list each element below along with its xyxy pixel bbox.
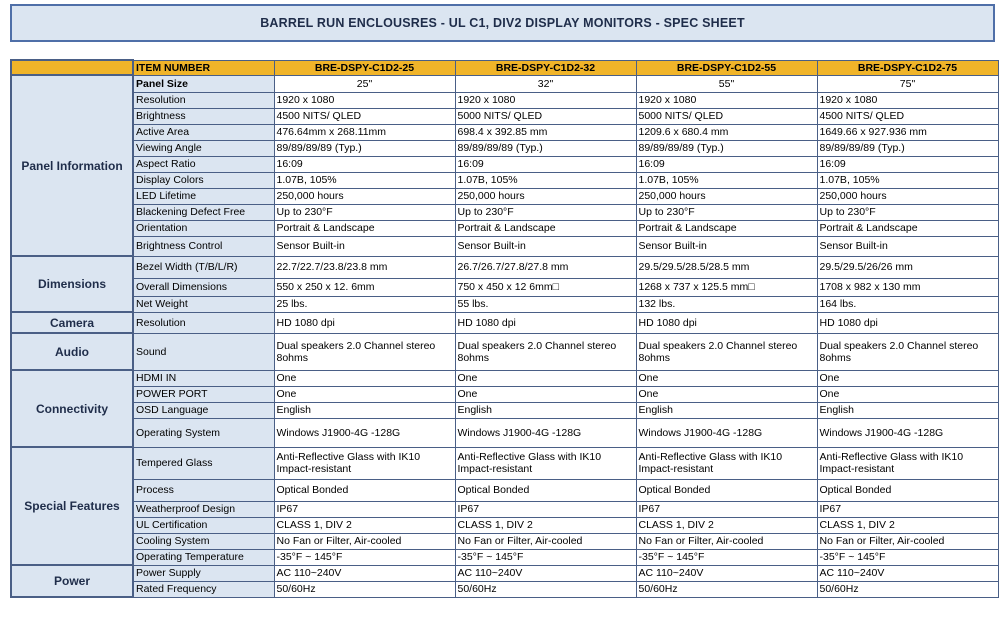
spec-table [10,59,999,598]
cell-value: 476.64mm x 268.11mm [274,124,455,140]
cell-value: CLASS 1, DIV 2 [636,517,817,533]
cell-value: 1209.6 x 680.4 mm [636,124,817,140]
spec-row [11,220,998,236]
cell-value: -35°F ~ 145°F [274,549,455,565]
cell-value: Anti-Reflective Glass with IK10 Impact-resistant [455,447,636,479]
cell-value: -35°F ~ 145°F [636,549,817,565]
spec-row [11,581,998,597]
cell-value: No Fan or Filter, Air-cooled [817,533,998,549]
cell-value: CLASS 1, DIV 2 [817,517,998,533]
cell-value: One [455,370,636,386]
spec-row [11,296,998,312]
cell-value: AC 110~240V [274,565,455,581]
cell-value: 25" [274,75,455,92]
cell-value: Portrait & Landscape [636,220,817,236]
row-label: OSD Language [133,402,274,418]
spec-row [11,204,998,220]
section-special-features: Special Features [11,447,133,565]
cell-value: Anti-Reflective Glass with IK10 Impact-resistant [817,447,998,479]
cell-value: 4500 NITS/ QLED [274,108,455,124]
cell-value: 4500 NITS/ QLED [817,108,998,124]
cell-value: HD 1080 dpi [455,312,636,333]
row-label: Tempered Glass [133,447,274,479]
row-label: Power Supply [133,565,274,581]
section-dimensions: Dimensions [11,256,133,312]
spec-row [11,140,998,156]
cell-value: 29.5/29.5/28.5/28.5 mm [636,256,817,278]
row-label: Panel Size [133,75,274,92]
cell-value: IP67 [455,501,636,517]
row-label: Sound [133,333,274,370]
cell-value: 164 lbs. [817,296,998,312]
row-label: LED Lifetime [133,188,274,204]
cell-value: Sensor Built-in [455,236,636,256]
cell-value: One [636,386,817,402]
cell-value: 698.4 x 392.85 mm [455,124,636,140]
cell-value: 1920 x 1080 [455,92,636,108]
cell-value: IP67 [817,501,998,517]
spec-row [11,479,998,501]
spec-row [11,256,998,278]
page-title: BARREL RUN ENCLOUSRES - UL C1, DIV2 DISPLAY MONITORS - SPEC SHEET [10,4,995,42]
cell-value: One [274,386,455,402]
cell-value: One [636,370,817,386]
cell-value: -35°F ~ 145°F [455,549,636,565]
cell-value: AC 110~240V [455,565,636,581]
row-label: Display Colors [133,172,274,188]
cell-value: English [817,402,998,418]
spec-row [11,312,998,333]
cell-value: One [274,370,455,386]
spec-row [11,278,998,296]
row-label: Process [133,479,274,501]
spec-row [11,75,998,92]
row-label: Cooling System [133,533,274,549]
row-label: Overall Dimensions [133,278,274,296]
cell-value: 50/60Hz [455,581,636,597]
cell-value: Windows J1900-4G -128G [817,418,998,447]
spec-row [11,533,998,549]
cell-value: One [455,386,636,402]
cell-value: 5000 NITS/ QLED [636,108,817,124]
cell-value: Windows J1900-4G -128G [455,418,636,447]
row-label: Operating System [133,418,274,447]
cell-value: 50/60Hz [636,581,817,597]
cell-value: CLASS 1, DIV 2 [455,517,636,533]
row-label: Resolution [133,312,274,333]
cell-value: 55" [636,75,817,92]
spec-row [11,501,998,517]
cell-value: One [817,370,998,386]
cell-value: Dual speakers 2.0 Channel stereo 8ohms [817,333,998,370]
cell-value: HD 1080 dpi [274,312,455,333]
cell-value: Optical Bonded [636,479,817,501]
cell-value: Optical Bonded [817,479,998,501]
spec-row [11,172,998,188]
spec-row [11,517,998,533]
cell-value: Dual speakers 2.0 Channel stereo 8ohms [455,333,636,370]
cell-value: CLASS 1, DIV 2 [274,517,455,533]
cell-value: 16:09 [455,156,636,172]
cell-value: 250,000 hours [817,188,998,204]
spec-row [11,565,998,581]
spec-row [11,549,998,565]
cell-value: HD 1080 dpi [817,312,998,333]
cell-value: One [817,386,998,402]
cell-value: 75" [817,75,998,92]
cell-value: 1.07B, 105% [274,172,455,188]
spec-row [11,108,998,124]
cell-value: HD 1080 dpi [636,312,817,333]
cell-value: AC 110~240V [817,565,998,581]
row-label: Rated Frequency [133,581,274,597]
row-label: Operating Temperature [133,549,274,565]
cell-value: 89/89/89/89 (Typ.) [274,140,455,156]
header-blank-cell [11,60,133,75]
cell-value: Windows J1900-4G -128G [636,418,817,447]
cell-value: 132 lbs. [636,296,817,312]
cell-value: Up to 230°F [817,204,998,220]
cell-value: 89/89/89/89 (Typ.) [817,140,998,156]
spec-row [11,236,998,256]
cell-value: Optical Bonded [455,479,636,501]
cell-value: 1920 x 1080 [636,92,817,108]
cell-value: 1920 x 1080 [274,92,455,108]
cell-value: 89/89/89/89 (Typ.) [636,140,817,156]
spec-row [11,402,998,418]
cell-value: 32" [455,75,636,92]
cell-value: Optical Bonded [274,479,455,501]
cell-value: 250,000 hours [636,188,817,204]
cell-value: 550 x 250 x 12. 6mm [274,278,455,296]
row-label: HDMI IN [133,370,274,386]
row-label: Orientation [133,220,274,236]
spec-row [11,156,998,172]
cell-value: 16:09 [817,156,998,172]
header-row [11,60,998,75]
cell-value: English [636,402,817,418]
spec-row [11,188,998,204]
cell-value: 1920 x 1080 [817,92,998,108]
row-label: Net Weight [133,296,274,312]
cell-value: No Fan or Filter, Air-cooled [636,533,817,549]
cell-value: 25 lbs. [274,296,455,312]
model-number: BRE-DSPY-C1D2-75 [817,60,998,75]
section-panel-information: Panel Information [11,75,133,256]
cell-value: 1.07B, 105% [455,172,636,188]
model-number: BRE-DSPY-C1D2-55 [636,60,817,75]
row-label: UL Certification [133,517,274,533]
cell-value: English [455,402,636,418]
row-label: Active Area [133,124,274,140]
row-label: Brightness Control [133,236,274,256]
cell-value: 1268 x 737 x 125.5 mm□ [636,278,817,296]
section-power: Power [11,565,133,597]
row-label: POWER PORT [133,386,274,402]
row-label: Weatherproof Design [133,501,274,517]
cell-value: Anti-Reflective Glass with IK10 Impact-resistant [274,447,455,479]
cell-value: 22.7/22.7/23.8/23.8 mm [274,256,455,278]
section-camera: Camera [11,312,133,333]
cell-value: 16:09 [636,156,817,172]
spec-row [11,447,998,479]
row-label: Bezel Width (T/B/L/R) [133,256,274,278]
spec-row [11,370,998,386]
cell-value: -35°F ~ 145°F [817,549,998,565]
cell-value: 1708 x 982 x 130 mm [817,278,998,296]
cell-value: English [274,402,455,418]
cell-value: 1.07B, 105% [817,172,998,188]
cell-value: 50/60Hz [817,581,998,597]
row-label: Blackening Defect Free [133,204,274,220]
cell-value: IP67 [274,501,455,517]
row-label: Viewing Angle [133,140,274,156]
cell-value: 50/60Hz [274,581,455,597]
model-number: BRE-DSPY-C1D2-32 [455,60,636,75]
cell-value: 250,000 hours [455,188,636,204]
cell-value: 16:09 [274,156,455,172]
cell-value: Dual speakers 2.0 Channel stereo 8ohms [274,333,455,370]
cell-value: 1649.66 x 927.936 mm [817,124,998,140]
row-label: Resolution [133,92,274,108]
cell-value: 55 lbs. [455,296,636,312]
item-number-label: ITEM NUMBER [133,60,274,75]
row-label: Brightness [133,108,274,124]
cell-value: Portrait & Landscape [455,220,636,236]
cell-value: Up to 230°F [455,204,636,220]
cell-value: 29.5/29.5/26/26 mm [817,256,998,278]
cell-value: Windows J1900-4G -128G [274,418,455,447]
cell-value: Sensor Built-in [636,236,817,256]
cell-value: Sensor Built-in [817,236,998,256]
cell-value: Portrait & Landscape [817,220,998,236]
cell-value: 1.07B, 105% [636,172,817,188]
model-number: BRE-DSPY-C1D2-25 [274,60,455,75]
cell-value: AC 110~240V [636,565,817,581]
cell-value: Up to 230°F [636,204,817,220]
cell-value: No Fan or Filter, Air-cooled [274,533,455,549]
cell-value: 89/89/89/89 (Typ.) [455,140,636,156]
section-connectivity: Connectivity [11,370,133,447]
cell-value: 5000 NITS/ QLED [455,108,636,124]
cell-value: 750 x 450 x 12 6mm□ [455,278,636,296]
spec-row [11,418,998,447]
cell-value: Portrait & Landscape [274,220,455,236]
cell-value: Sensor Built-in [274,236,455,256]
cell-value: 26.7/26.7/27.8/27.8 mm [455,256,636,278]
section-audio: Audio [11,333,133,370]
cell-value: IP67 [636,501,817,517]
cell-value: No Fan or Filter, Air-cooled [455,533,636,549]
cell-value: Up to 230°F [274,204,455,220]
cell-value: Dual speakers 2.0 Channel stereo 8ohms [636,333,817,370]
cell-value: 250,000 hours [274,188,455,204]
row-label: Aspect Ratio [133,156,274,172]
spec-row [11,124,998,140]
spec-row [11,386,998,402]
cell-value: Anti-Reflective Glass with IK10 Impact-resistant [636,447,817,479]
spec-row [11,333,998,370]
spec-row [11,92,998,108]
